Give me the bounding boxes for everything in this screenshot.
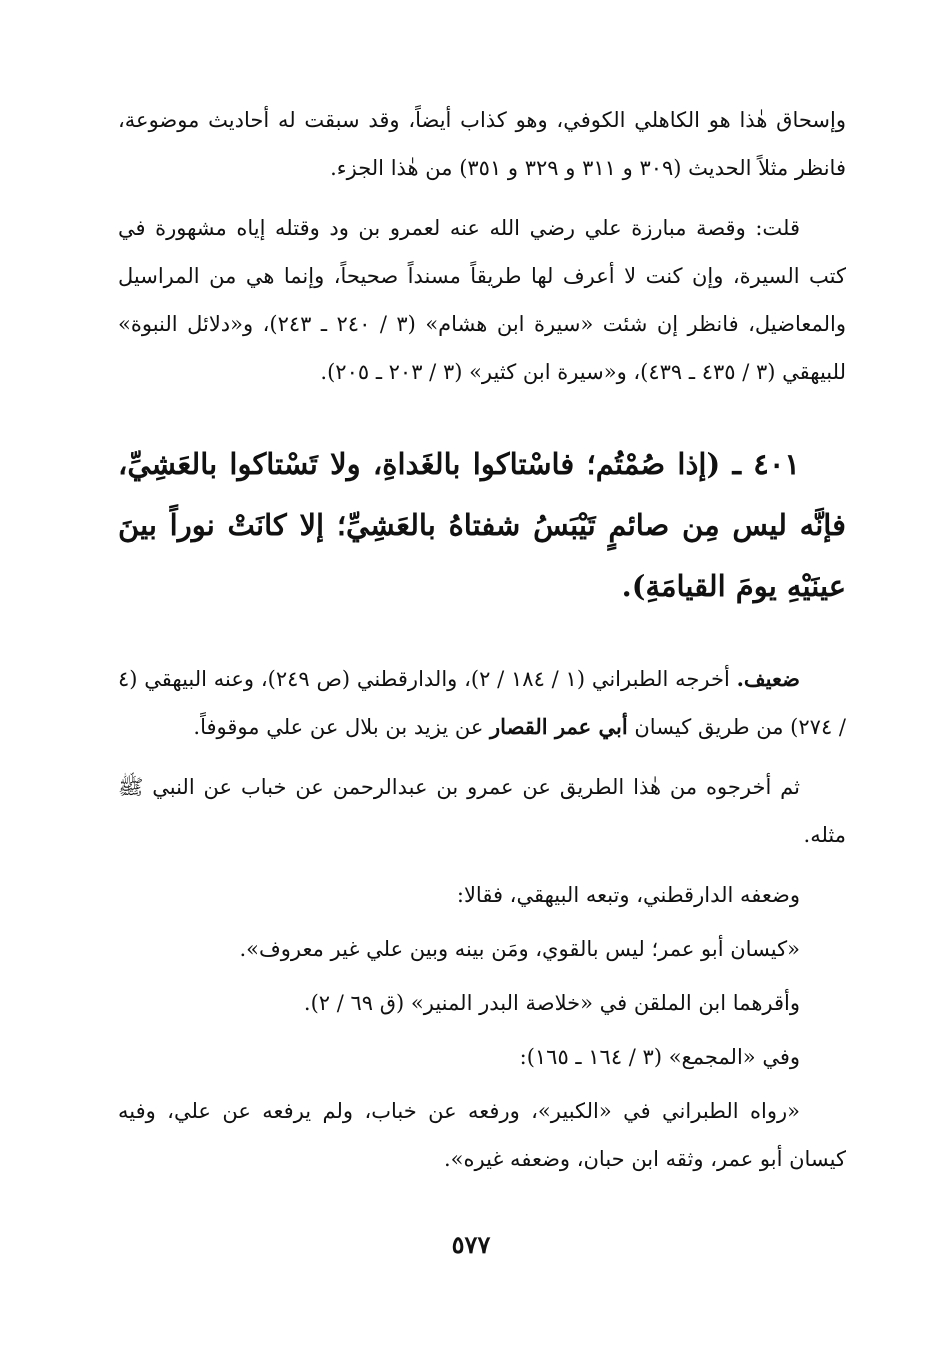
page-number: ٥٧٧	[451, 1230, 491, 1259]
line-ibn-mulaqqin: وأقرهما ابن الملقن في «خلاصة البدر المنير» (ق ٦٩ / ٢).	[303, 991, 800, 1015]
line-daraqutni-weakening: وضعفه الدارقطني، وتبعه البيهقي، فقالا:	[456, 883, 800, 907]
paragraph-grading	[118, 655, 846, 751]
line-kaysan-quote: «كيسان أبو عمر؛ ليس بالقوي، ومَن بينه وبين علي غير معروف».	[239, 937, 800, 961]
paragraph-majma-quote: «رواه الطبراني في «الكبير»، ورفعه عن خباب، ولم يرفعه عن علي، وفيه كيسان أبو عمر، وثقه ابن حبان، وضعفه غيره».	[118, 1099, 846, 1171]
hadith-text: ٤٠١ ـ (إذا صُمْتُم؛ فاسْتاكوا بالغَداةِ، ولا تَسْتاكوا بالعَشِيِّ، فإنَّه ليس مِن صائمٍ تَيْبَسُ شفتاهُ بالعَشِيِّ؛ إلا كانَتْ نوراً بينَ عينَيْهِ يومَ القيامَةِ).	[118, 447, 846, 603]
grading-label: ضعيف.	[736, 666, 800, 691]
page-body	[118, 96, 846, 1195]
line-majma-reference: وفي «المجمع» (٣ / ١٦٤ ـ ١٦٥):	[519, 1045, 800, 1069]
grading-chain-end: عن يزيد بن بلال عن علي موقوفاً.	[193, 715, 491, 739]
paragraph-qult-note: قلت: وقصة مبارزة علي رضي الله عنه لعمرو بن ود وقتله إياه مشهورة في كتب السيرة، وإن كنت لا أعرف لها طريقاً مسنداً صحيحاً، وإنما هي من المراسيل والمعاضيل، فانظر إن شئت «سيرة ابن هشام» (٣ / ٢٤٠ ـ ٢٤٣)، و«دلائل النبوة» للبيهقي (٣ / ٤٣٥ ـ ٤٣٩)، و«سيرة ابن كثير» (٣ / ٢٠٣ ـ ٢٠٥).	[118, 216, 846, 384]
paragraph-footnote-continuation: وإسحاق هٰذا هو الكاهلي الكوفي، وهو كذاب أيضاً، وقد سبقت له أحاديث موضوعة، فانظر مثلاً الحديث (٣٠٩ و ٣١١ و ٣٢٩ و ٣٥١) من هٰذا الجزء.	[118, 108, 846, 180]
narrator-name: أبي عمر القصار	[490, 714, 628, 739]
grading-sources: أخرجه الطبراني (١ / ١٨٤ / ٢)، والدارقطني (ص ٢٤٩)، وعنه البيهقي (٤ / ٢٧٤) من طريق كيسان	[118, 667, 846, 739]
paragraph-second-chain: ثم أخرجوه من هٰذا الطريق عن عمرو بن عبدالرحمن عن خباب عن النبي ﷺ مثله.	[118, 775, 846, 847]
